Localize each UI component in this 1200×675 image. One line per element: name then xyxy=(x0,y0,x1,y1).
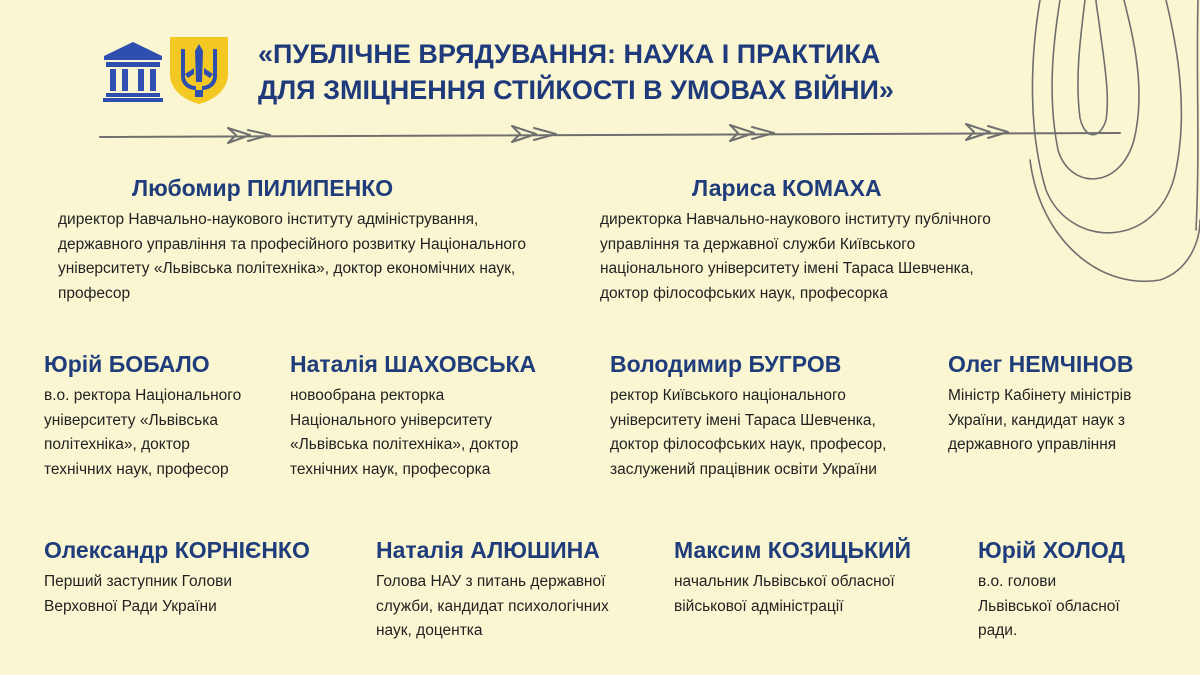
description-line: Перший заступник Голови xyxy=(44,573,233,590)
speaker-name: Олег НЕМЧІНОВ xyxy=(948,351,1134,377)
description-line: новообрана ректорка xyxy=(290,387,445,404)
speaker-komakha xyxy=(600,174,1040,306)
speaker-description xyxy=(610,384,930,482)
description-line: університету «Львівська xyxy=(44,411,218,429)
speaker-alyushyna xyxy=(376,536,656,644)
description-line: університету «Львівська політехніка», доктор економічних наук, xyxy=(58,260,516,277)
description-line: служби, кандидат психологічних xyxy=(376,597,609,615)
speaker-kornienko xyxy=(44,536,344,619)
speaker-description xyxy=(948,384,1188,458)
speaker-buhrov xyxy=(610,350,930,482)
description-line: управління та державної служби Київського xyxy=(600,235,916,253)
description-line: Міністр Кабінету міністрів xyxy=(948,387,1132,404)
speaker-name: Любомир ПИЛИПЕНКО xyxy=(132,175,394,201)
speaker-bobalo xyxy=(44,350,274,482)
description-line: в.о. ректора Національного xyxy=(44,387,242,404)
target-spiral-decoration xyxy=(1030,0,1200,281)
speaker-name: Юрій ХОЛОД xyxy=(978,537,1125,563)
museum-icon xyxy=(102,40,164,102)
description-line: наук, доцентка xyxy=(376,622,483,639)
description-line: ради. xyxy=(978,622,1018,639)
speaker-shakhovska xyxy=(290,350,570,482)
description-line: ректор Київського національного xyxy=(610,387,846,404)
speaker-name: Максим КОЗИЦЬКИЙ xyxy=(674,537,912,563)
description-line: технічних наук, професор xyxy=(44,460,229,478)
description-line: в.о. голови xyxy=(978,573,1057,590)
page-title xyxy=(258,36,958,108)
description-line: доктор філософських наук, професорка xyxy=(600,284,888,302)
speaker-pylypenko xyxy=(58,174,578,306)
description-line: України, кандидат наук з xyxy=(948,411,1125,429)
description-line: військової адміністрації xyxy=(674,597,844,615)
speaker-description xyxy=(978,570,1178,644)
description-line: директорка Навчально-наукового інституту публічного xyxy=(600,211,991,228)
description-line: заслужений працівник освіти України xyxy=(610,460,877,478)
speaker-name: Наталія АЛЮШИНА xyxy=(376,537,600,563)
speaker-description xyxy=(376,570,656,644)
speaker-kozytskyi xyxy=(674,536,954,619)
title-line-2: ДЛЯ ЗМІЦНЕННЯ СТІЙКОСТІ В УМОВАХ ВІЙНИ» xyxy=(258,75,894,105)
description-line: Львівської обласної xyxy=(978,597,1120,615)
speaker-description xyxy=(44,384,274,482)
speaker-description xyxy=(44,570,344,619)
description-line: доктор філософських наук, професор, xyxy=(610,436,887,453)
speaker-name: Володимир БУГРОВ xyxy=(610,351,842,377)
description-line: начальник Львівської обласної xyxy=(674,573,895,590)
description-line: професор xyxy=(58,284,131,302)
speaker-name: Олександр КОРНІЄНКО xyxy=(44,537,310,563)
speaker-name: Лариса КОМАХА xyxy=(692,175,882,201)
speaker-description xyxy=(290,384,570,482)
description-line: «Львівська політехніка», доктор xyxy=(290,436,519,453)
description-line: директор Навчально-наукового інституту адміністрування, xyxy=(58,211,479,228)
description-line: Верховної Ради України xyxy=(44,597,217,615)
description-line: технічних наук, професорка xyxy=(290,460,491,478)
description-line: Національного університету xyxy=(290,411,492,429)
speaker-nemchinov xyxy=(948,350,1188,458)
speaker-description xyxy=(600,208,1040,306)
title-line-1: «ПУБЛІЧНЕ ВРЯДУВАННЯ: НАУКА І ПРАКТИКА xyxy=(258,39,881,69)
speaker-description xyxy=(58,208,578,306)
description-line: Голова НАУ з питань державної xyxy=(376,573,606,590)
speaker-description xyxy=(674,570,954,619)
description-line: політехніка», доктор xyxy=(44,436,190,453)
description-line: державного управління xyxy=(948,436,1117,453)
description-line: університету імені Тараса Шевченка, xyxy=(610,411,876,429)
speaker-name: Юрій БОБАЛО xyxy=(44,351,210,377)
speaker-kholod xyxy=(978,536,1178,644)
trident-shield-icon xyxy=(166,34,232,106)
description-line: національного університету імені Тараса Шевченка, xyxy=(600,260,974,277)
speaker-name: Наталія ШАХОВСЬКА xyxy=(290,351,537,377)
description-line: державного управління та професійного розвитку Національного xyxy=(58,235,526,253)
